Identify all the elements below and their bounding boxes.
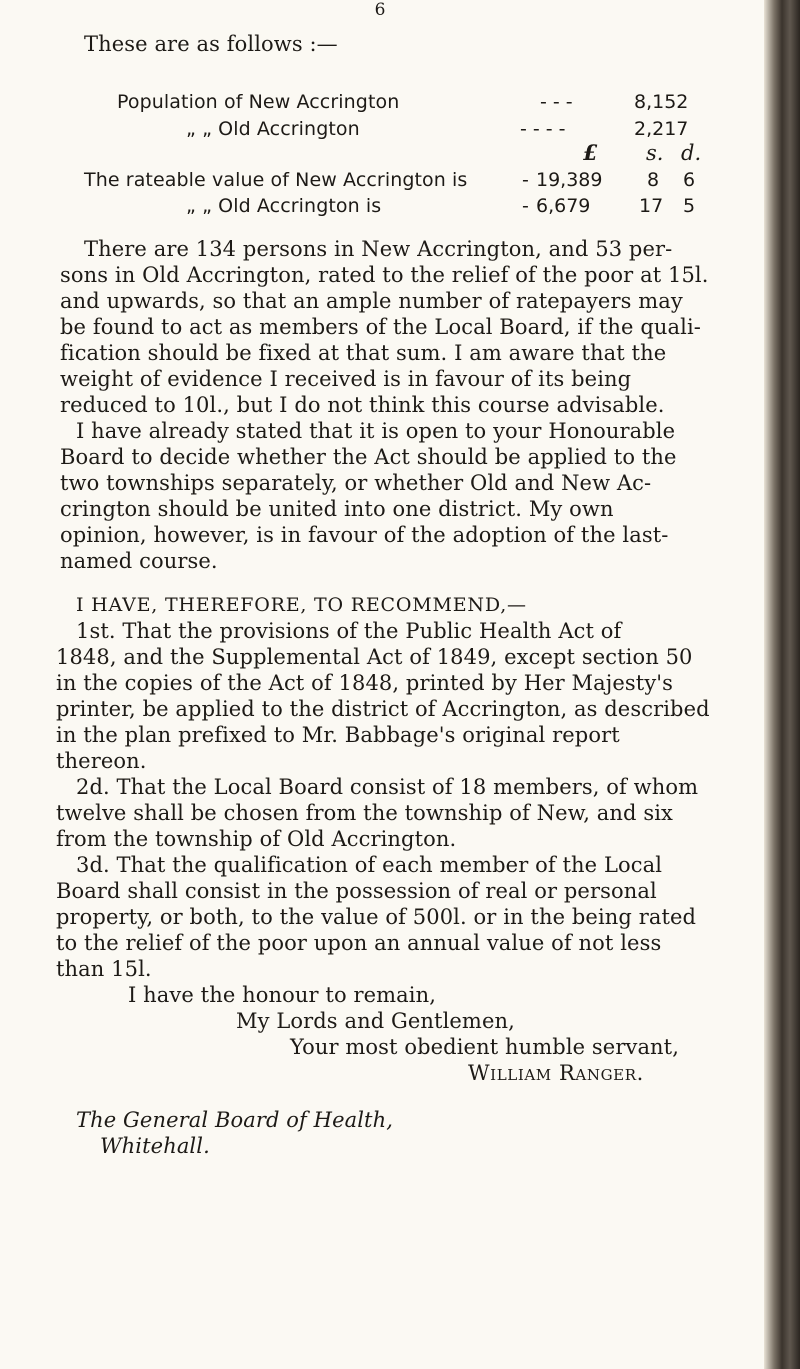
rateable-new-pence: 6 xyxy=(683,169,696,191)
recommendation-line: 2d. That the Local Board consist of 18 members, of whom xyxy=(76,775,699,799)
population-new-value: 8,152 xyxy=(634,91,689,113)
recommendation-line: than 15l. xyxy=(56,957,152,981)
population-old-value: 2,217 xyxy=(634,118,689,140)
paragraph-line: opinion, however, is in favour of the adoption of the last- xyxy=(60,523,669,547)
paragraph-line: named course. xyxy=(60,549,218,573)
paragraph-line: two townships separately, or whether Old and New Ac- xyxy=(60,471,652,495)
rateable-new-pounds: 19,389 xyxy=(536,169,603,191)
rateable-old-shillings: 17 xyxy=(639,195,664,217)
closing-line: My Lords and Gentlemen, xyxy=(236,1009,515,1033)
rateable-old-pounds: 6,679 xyxy=(536,195,591,217)
rateable-new-shillings: 8 xyxy=(647,169,660,191)
recommendation-line: 3d. That the qualification of each member of the Local xyxy=(76,853,663,877)
recommend-heading: I HAVE, THEREFORE, TO RECOMMEND,— xyxy=(76,594,527,616)
recommendation-line: to the relief of the poor upon an annual value of not less xyxy=(56,931,662,955)
population-new-dashes: - - - xyxy=(540,91,573,113)
paragraph-line: There are 134 persons in New Accrington, and 53 per- xyxy=(84,237,673,261)
paragraph-line: fication should be fixed at that sum. I am aware that the xyxy=(60,341,667,365)
paragraph-line: and upwards, so that an ample number of ratepayers may xyxy=(60,289,683,313)
recommendation-line: printer, be applied to the district of Accrington, as described xyxy=(56,697,710,721)
header-shillings: s. xyxy=(646,141,664,165)
recommendation-line: 1st. That the provisions of the Public Health Act of xyxy=(76,619,622,643)
paragraph-line: sons in Old Accrington, rated to the relief of the poor at 15l. xyxy=(60,263,709,287)
intro-text: These are as follows :— xyxy=(84,32,338,56)
recommendation-line: Board shall consist in the possession of real or personal xyxy=(56,879,657,903)
rateable-new-label: The rateable value of New Accrington is xyxy=(84,169,468,191)
population-new-label: Population of New Accrington xyxy=(117,91,400,113)
rateable-old-pence: 5 xyxy=(683,195,696,217)
population-old-label: „ „ Old Accrington xyxy=(186,118,360,140)
book-binding-edge xyxy=(764,0,800,1369)
paragraph-line: weight of evidence I received is in favour of its being xyxy=(60,367,632,391)
paragraph-line: I have already stated that it is open to your Honourable xyxy=(76,419,676,443)
recommendation-line: property, or both, to the value of 500l. or in the being rated xyxy=(56,905,697,929)
rateable-old-dash: - xyxy=(522,195,529,217)
paragraph-line: be found to act as members of the Local Board, if the quali- xyxy=(60,315,701,339)
signature: William Ranger. xyxy=(468,1061,644,1085)
closing-line: Your most obedient humble servant, xyxy=(290,1035,679,1059)
recommendation-line: thereon. xyxy=(56,749,147,773)
recommendation-line: in the copies of the Act of 1848, printed by Her Majesty's xyxy=(56,671,674,695)
recommendation-line: twelve shall be chosen from the township of New, and six xyxy=(56,801,673,825)
addressee-line: The General Board of Health, xyxy=(76,1108,393,1132)
recommendation-line: in the plan prefixed to Mr. Babbage's original report xyxy=(56,723,620,747)
addressee-line: Whitehall. xyxy=(100,1134,210,1158)
recommendation-line: from the township of Old Accrington. xyxy=(56,827,457,851)
paragraph-line: reduced to 10l., but I do not think this course advisable. xyxy=(60,393,665,417)
rateable-new-dash: - xyxy=(522,169,529,191)
rateable-old-label: „ „ Old Accrington is xyxy=(186,195,382,217)
population-old-dashes: - - - - xyxy=(520,118,566,140)
closing-line: I have the honour to remain, xyxy=(128,983,436,1007)
page-number: 6 xyxy=(374,0,386,20)
header-pounds: £ xyxy=(583,140,598,165)
paragraph-line: crington should be united into one district. My own xyxy=(60,497,614,521)
header-pence: d. xyxy=(681,141,702,165)
recommendation-line: 1848, and the Supplemental Act of 1849, except section 50 xyxy=(56,645,693,669)
paragraph-line: Board to decide whether the Act should be applied to the xyxy=(60,445,677,469)
